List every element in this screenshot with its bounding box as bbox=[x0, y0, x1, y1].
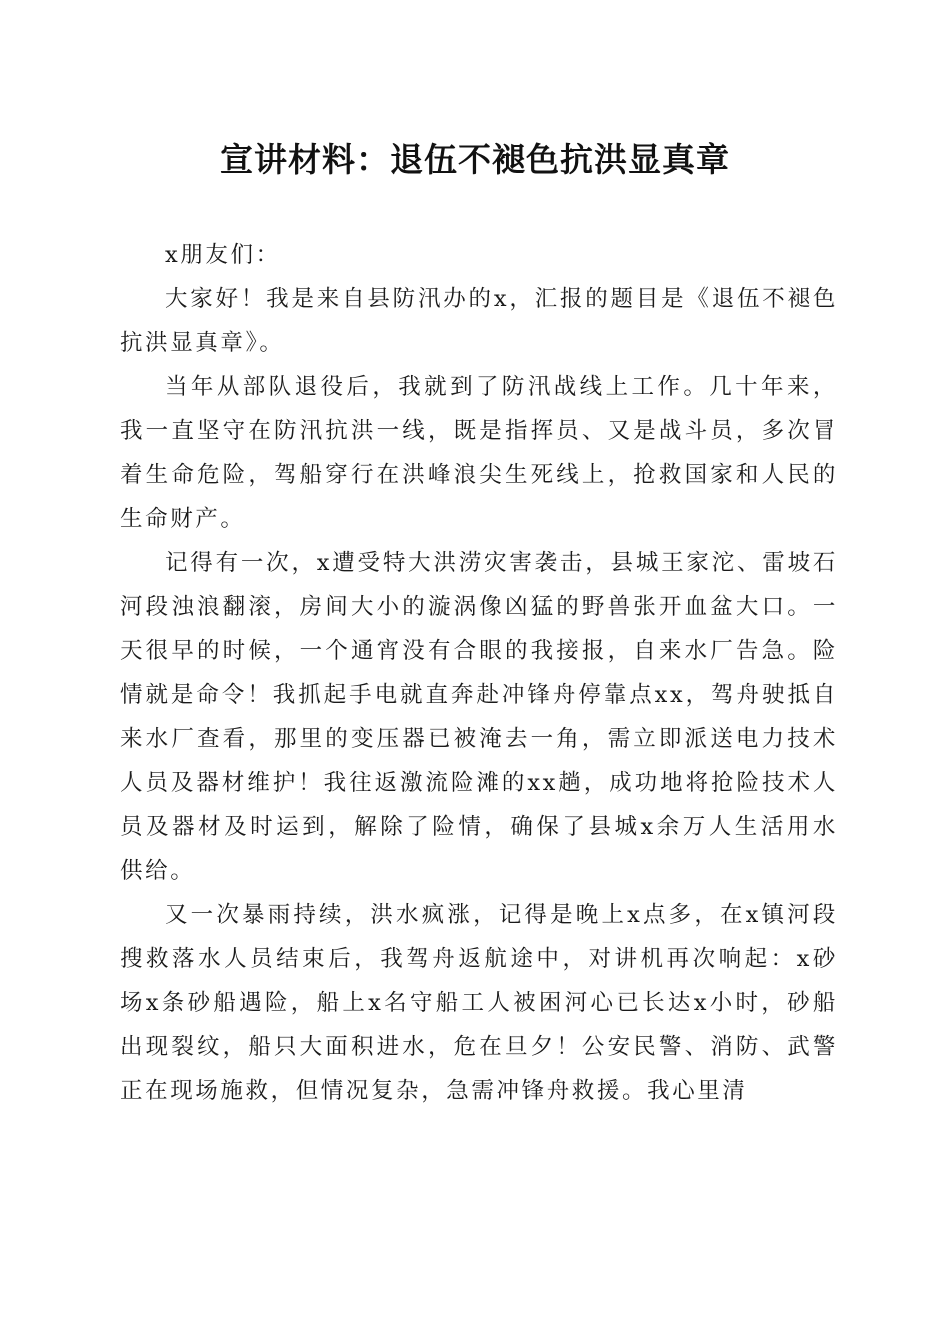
salutation-paragraph: x朋友们： bbox=[165, 242, 281, 268]
greeting-paragraph: 大家好！我是来自县防汛办的x，汇报的题目是《退伍不褪色抗洪显真章》。 bbox=[120, 286, 838, 356]
career-paragraph: 当年从部队退役后，我就到了防汛战线上工作。几十年来，我一直坚守在防汛抗洪一线，既是指挥员、又是战斗员，多次冒着生命危险，驾船穿行在洪峰浪尖生死线上，抢救国家和人民的生命财产。 bbox=[120, 374, 838, 532]
flood-rescue-paragraph: 记得有一次，x遭受特大洪涝灾害袭击，县城王家沱、雷坡石河段浊浪翻滚，房间大小的漩涡像凶猛的野兽张开血盆大口。一天很早的时候，一个通宵没有合眼的我接报，自来水厂告急。险情就是命令！我抓起手电就直奔赴冲锋舟停靠点xx，驾舟驶抵自来水厂查看，那里的变压器已被淹去一角，需立即派送电力技术人员及器材维护！我往返激流险滩的xx趟，成功地将抢险技术人员及器材及时运到，解除了险情，确保了县城x余万人生活用水供给。 bbox=[120, 550, 838, 884]
document-body bbox=[120, 233, 838, 1113]
document-title: 宣讲材料：退伍不褪色抗洪显真章 bbox=[220, 140, 730, 179]
sand-boat-rescue-paragraph: 又一次暴雨持续，洪水疯涨，记得是晚上x点多，在x镇河段搜救落水人员结束后，我驾舟返航途中，对讲机再次响起：x砂场x条砂船遇险，船上x名守船工人被困河心已长达x小时，砂船出现裂纹，船只大面积进水，危在旦夕！公安民警、消防、武警正在现场施救，但情况复杂，急需冲锋舟救援。我心里清 bbox=[120, 902, 838, 1104]
